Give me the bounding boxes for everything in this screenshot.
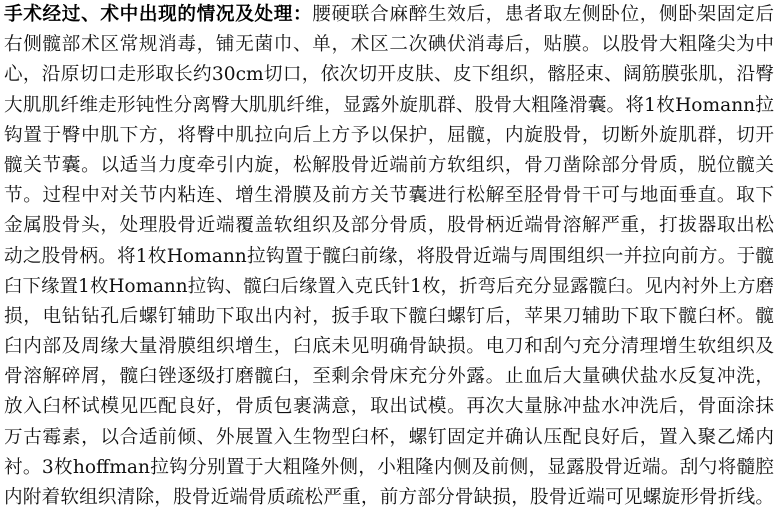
text-line: 心，沿原切口走形取长约30cm切口，依次切开皮肤、皮下组织，髂胫束、阔筋膜张肌，沿臀: [4, 64, 774, 86]
text-line: [4, 0, 774, 30]
text-line: 内附着软组织清除，股骨近端骨质疏松严重，前方部分骨缺损，股骨近端可见螺旋形骨折线。: [4, 487, 774, 508]
text-line: 钩置于臀中肌下方，将臀中肌拉向后上方予以保护，屈髋，内旋股骨，切断外旋肌群，切开: [4, 124, 774, 146]
text-line: 损，电钻钻孔后螺钉辅助下取出内衬，扳手取下髋臼螺钉后，苹果刀辅助下取下髋臼杯。髋: [4, 305, 774, 327]
document-body: [4, 0, 774, 513]
text-line: 臼下缘置1枚Homann拉钩、髋臼后缘置入克氏针1枚，折弯后充分显露髋臼。见内衬外上方磨: [4, 275, 774, 297]
text-line: 万古霉素，以合适前倾、外展置入生物型臼杯，螺钉固定并确认压配良好后，置入聚乙烯内: [4, 426, 774, 448]
text-line: 衬。3枚hoffman拉钩分别置于大粗隆外侧，小粗隆内侧及前侧，显露股骨近端。刮勺将髓腔: [4, 456, 774, 478]
text-line: 金属股骨头，处理股骨近端覆盖软组织及部分骨质，股骨柄近端骨溶解严重，打拔器取出松: [4, 215, 774, 237]
section-heading: 手术经过、术中出现的情况及处理：: [4, 4, 313, 25]
text-line: 右侧髋部术区常规消毒，铺无菌巾、单，术区二次碘伏消毒后，贴膜。以股骨大粗隆尖为中: [4, 34, 774, 56]
text-line: 放入臼杯试模见匹配良好，骨质包裹满意，取出试模。再次大量脉冲盐水冲洗后，骨面涂抹: [4, 396, 774, 418]
text-line: 骨溶解碎屑，髋臼锉逐级打磨髋臼，至剩余骨床充分外露。止血后大量碘伏盐水反复冲洗，: [4, 366, 774, 388]
text-line: 髋关节囊。以适当力度牵引内旋，松解股骨近端前方软组织，骨刀凿除部分骨质，脱位髋关: [4, 154, 774, 176]
text-line: 臼内部及周缘大量滑膜组织增生，臼底未见明确骨缺损。电刀和刮勺充分清理增生软组织及: [4, 336, 774, 358]
paragraph-text: 腰硬联合麻醉生效后，患者取左侧卧位，侧卧架固定后: [312, 4, 774, 25]
text-line: 大肌肌纤维走形钝性分离臀大肌肌纤维，显露外旋肌群、股骨大粗隆滑囊。将1枚Homann拉: [4, 94, 774, 116]
text-line: 动之股骨柄。将1枚Homann拉钩置于髋臼前缘，将股骨近端与周围组织一并拉向前方。于髋: [4, 245, 774, 267]
text-line: 节。过程中对关节内粘连、增生滑膜及前方关节囊进行松解至胫骨骨干可与地面垂直。取下: [4, 185, 774, 207]
